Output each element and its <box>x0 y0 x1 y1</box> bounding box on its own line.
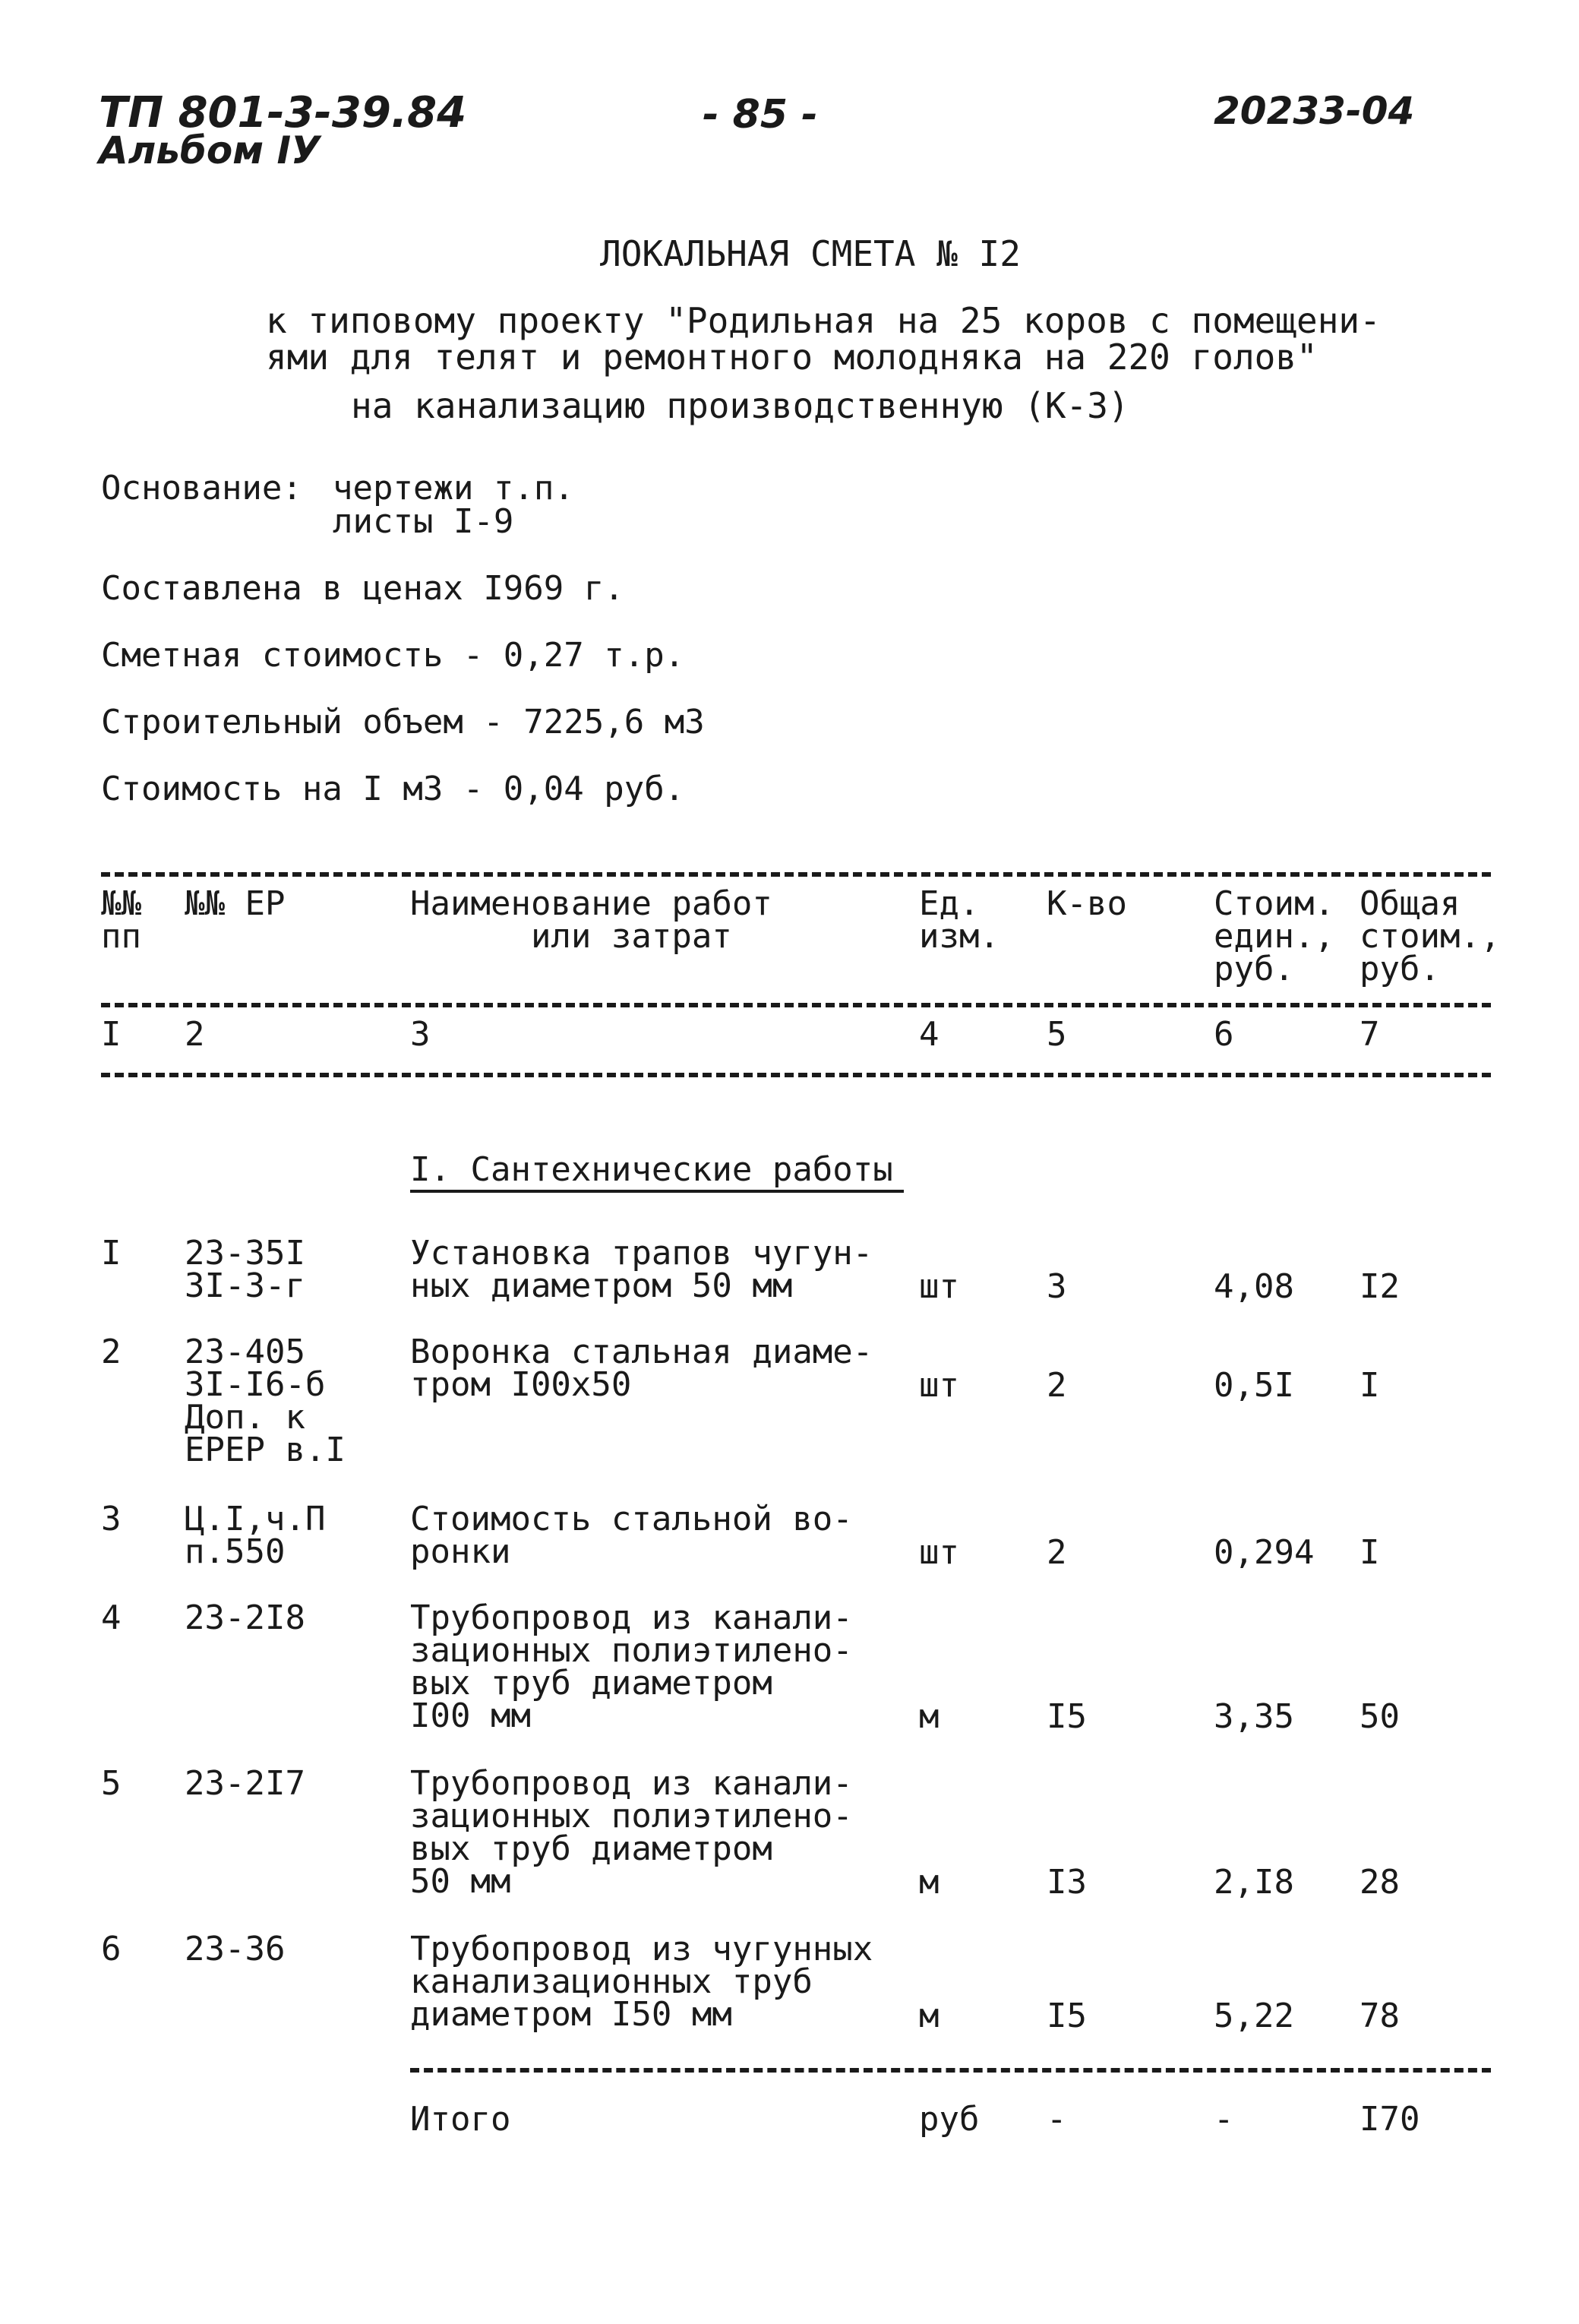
row-total: I <box>1360 1366 1380 1405</box>
row-ep: 23-405 3I-I6-б Доп. к ЕРЕР в.I <box>185 1333 346 1470</box>
row-unit: шт <box>919 1267 959 1306</box>
row-unit-cost: 0,5I <box>1214 1366 1294 1405</box>
estimated-cost: Сметная стоимость - 0,27 т.р. <box>101 636 685 675</box>
row-unit-cost: 3,35 <box>1214 1697 1294 1736</box>
row-name: Трубопровод из канали- зационных полиэтилено- вых труб диаметром 50 мм <box>410 1764 853 1902</box>
subtitle-line-3: на канализацию производственную (К-3) <box>351 385 1129 426</box>
header-bottom-rule <box>101 1003 1491 1007</box>
cost-per-m3: Стоимость на I м3 - 0,04 руб. <box>101 770 685 808</box>
numbers-bottom-rule <box>101 1073 1491 1077</box>
row-unit-cost: 0,294 <box>1214 1533 1315 1572</box>
row-unit: шт <box>919 1366 959 1405</box>
row-name: Установка трапов чугун- ных диаметром 50 мм <box>410 1234 873 1306</box>
sheet-code: 20233-04 <box>1214 89 1415 133</box>
subtitle-line-2: ями для телят и ремонтного молодняка на 220 голов" <box>266 337 1318 378</box>
doc-code: ТП 801-3-39.84 <box>99 88 467 138</box>
row-name: Стоимость стальной во- ронки <box>410 1500 853 1572</box>
row-ep: 23-35I 3I-3-г <box>185 1234 305 1306</box>
row-num: I <box>101 1234 122 1273</box>
row-total: 78 <box>1360 1997 1400 2035</box>
prices-year: Составлена в ценах I969 г. <box>101 569 624 608</box>
row-num: 2 <box>101 1333 122 1371</box>
row-ep: Ц.I,ч.П п.550 <box>185 1500 326 1572</box>
header-num: №№ пп <box>101 884 141 956</box>
col-number-1: I <box>101 1015 122 1054</box>
row-qty: 2 <box>1047 1533 1067 1572</box>
album-label: Альбом IУ <box>99 128 321 172</box>
row-num: 3 <box>101 1500 122 1538</box>
basis-line-1: чертежи т.п. <box>333 469 574 507</box>
row-unit-cost: 2,I8 <box>1214 1863 1294 1902</box>
col-number-7: 7 <box>1360 1015 1380 1054</box>
row-name: Трубопровод из канали- зационных полиэтилено- вых труб диаметром I00 мм <box>410 1598 853 1736</box>
table-top-rule <box>101 872 1491 877</box>
subtitle-line-1: к типовому проекту "Родильная на 25 коров с помещени- <box>266 300 1381 341</box>
row-unit: м <box>919 1697 940 1736</box>
row-name: Трубопровод из чугунных канализационных труб диаметром I50 мм <box>410 1930 873 2035</box>
total-unit: руб <box>919 2100 980 2139</box>
row-total: I2 <box>1360 1267 1400 1306</box>
basis-label: Основание: <box>101 469 302 507</box>
total-rule <box>410 2068 1491 2073</box>
col-number-4: 4 <box>919 1015 940 1054</box>
row-unit: м <box>919 1997 940 2035</box>
total-qty: - <box>1047 2100 1067 2139</box>
col-number-6: 6 <box>1214 1015 1234 1054</box>
section-title-underline <box>410 1190 904 1193</box>
header-unit: Ед. изм. <box>919 884 1000 956</box>
header-unit-cost: Стоим. един., руб. <box>1214 884 1334 989</box>
col-number-2: 2 <box>185 1015 205 1054</box>
section-title: I. Сантехнические работы <box>410 1150 893 1189</box>
header-qty: К-во <box>1047 884 1127 923</box>
row-unit-cost: 4,08 <box>1214 1267 1294 1306</box>
page-number: - 85 - <box>703 92 818 138</box>
row-ep: 23-2I8 <box>185 1598 305 1637</box>
header-name: Наименование работ или затрат <box>410 884 772 956</box>
estimate-title: ЛОКАЛЬНАЯ СМЕТА № I2 <box>600 233 1021 274</box>
basis-line-2: листы I-9 <box>333 502 514 541</box>
row-qty: 3 <box>1047 1267 1067 1306</box>
total-label: Итого <box>410 2100 511 2139</box>
row-total: 50 <box>1360 1697 1400 1736</box>
col-number-5: 5 <box>1047 1015 1067 1054</box>
row-qty: 2 <box>1047 1366 1067 1405</box>
row-unit: шт <box>919 1533 959 1572</box>
header-ep: №№ ЕР <box>185 884 286 923</box>
row-ep: 23-2I7 <box>185 1764 305 1803</box>
row-num: 6 <box>101 1930 122 1968</box>
row-qty: I5 <box>1047 1997 1087 2035</box>
total-sum: I70 <box>1360 2100 1420 2139</box>
row-unit: м <box>919 1863 940 1902</box>
header-total-cost: Общая стоим., руб. <box>1360 884 1501 989</box>
row-qty: I5 <box>1047 1697 1087 1736</box>
row-ep: 23-36 <box>185 1930 286 1968</box>
row-name: Воронка стальная диаме- тром I00х50 <box>410 1333 873 1405</box>
building-volume: Строительный объем - 7225,6 м3 <box>101 703 705 741</box>
col-number-3: 3 <box>410 1015 431 1054</box>
row-qty: I3 <box>1047 1863 1087 1902</box>
total-unit-cost: - <box>1214 2100 1234 2139</box>
row-unit-cost: 5,22 <box>1214 1997 1294 2035</box>
row-total: I <box>1360 1533 1380 1572</box>
row-num: 4 <box>101 1598 122 1637</box>
row-total: 28 <box>1360 1863 1400 1902</box>
row-num: 5 <box>101 1764 122 1803</box>
